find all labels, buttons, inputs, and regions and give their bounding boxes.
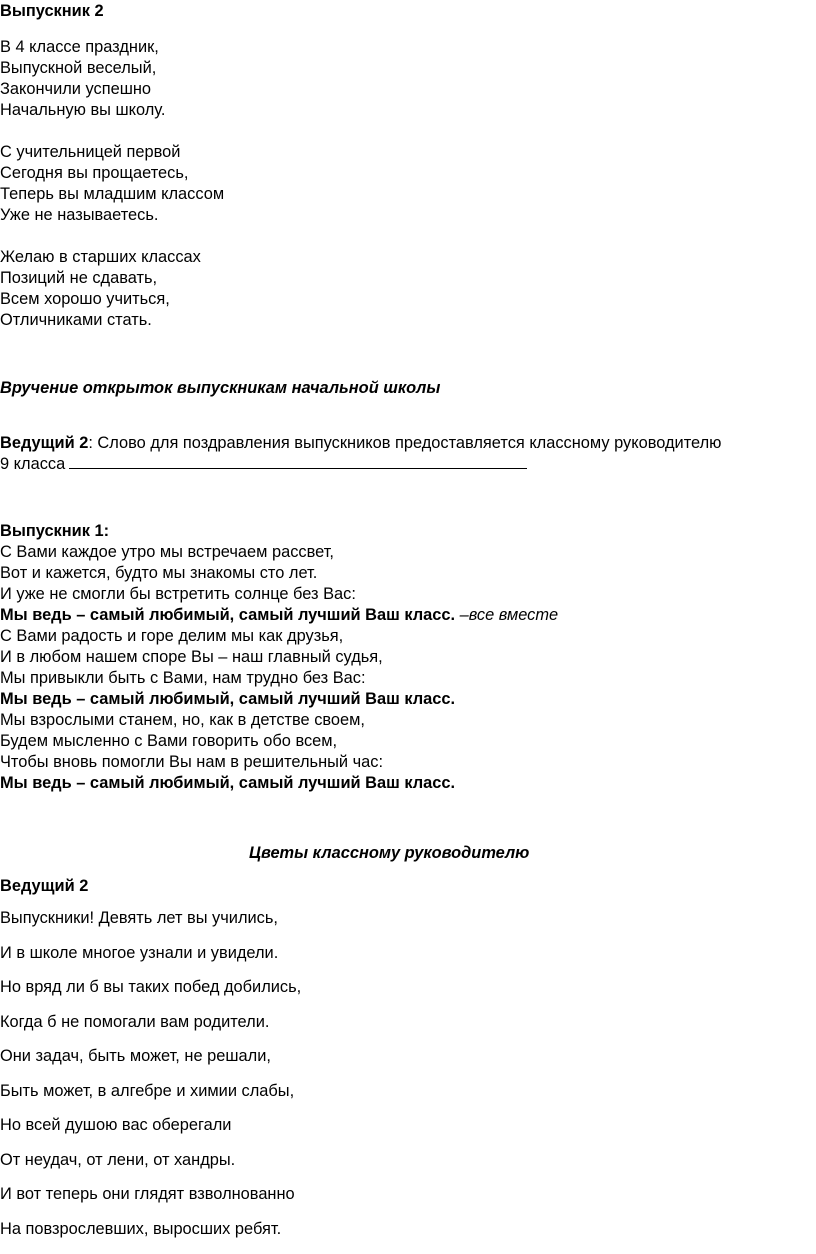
poem-line: На повзрослевших, выросших ребят. <box>0 1219 282 1238</box>
poem-line: Мы привыкли быть с Вами, нам трудно без Вас: <box>0 669 366 687</box>
poem-line: Быть может, в алгебре и химии слабы, <box>0 1081 295 1100</box>
poem-line: Но всей душою вас оберегали <box>0 1116 232 1134</box>
refrain-line: Мы ведь – самый любимый, самый лучший Ваш класс. <box>0 690 456 708</box>
poem-line: И уже не смогли бы встретить солнце без Вас: <box>0 585 356 603</box>
host2-poem <box>0 901 301 1246</box>
host-speaker: Ведущий 2 <box>0 434 89 452</box>
blank-underline <box>69 454 527 469</box>
postcards-heading-text: Вручение открыток выпускникам начальной школы <box>0 379 441 397</box>
refrain-line <box>0 605 558 626</box>
poem-line: Будем мысленно с Вами говорить обо всем, <box>0 732 338 750</box>
graduate1-block <box>0 521 558 794</box>
graduate2-stanza-3 <box>0 247 201 331</box>
poem-line: И в любом нашем споре Вы – наш главный судья, <box>0 648 383 666</box>
graduate1-heading: Выпускник 1: <box>0 522 110 540</box>
poem-line: Когда б не помогали вам родители. <box>0 1012 270 1031</box>
poem-line: И вот теперь они глядят взволнованно <box>0 1185 295 1203</box>
refrain-text: Мы ведь – самый любимый, самый лучший Ваш класс. <box>0 606 456 624</box>
poem-line: В 4 классе праздник, <box>0 38 159 56</box>
graduate2-heading-text: Выпускник 2 <box>0 2 104 20</box>
poem-line: С Вами каждое утро мы встречаем рассвет, <box>0 543 334 561</box>
graduate2-stanza-2 <box>0 142 224 226</box>
poem-line: От неудач, от лени, от хандры. <box>0 1150 236 1169</box>
host-speech-line-2 <box>0 454 721 475</box>
postcards-section-heading <box>0 378 440 399</box>
poem-line: Закончили успешно <box>0 80 152 98</box>
flowers-heading-text: Цветы классному руководителю <box>249 844 530 862</box>
poem-line: Мы взрослыми станем, но, как в детстве своем, <box>0 711 365 729</box>
flowers-section-heading <box>249 843 529 864</box>
graduate2-stanza-1 <box>0 37 165 121</box>
poem-line: Выпускники! Девять лет вы учились, <box>0 909 278 927</box>
poem-line: Позиций не сдавать, <box>0 269 158 287</box>
poem-line: Желаю в старших классах <box>0 248 201 266</box>
host-speech-line-1 <box>0 433 721 454</box>
poem-line: И в школе многое узнали и увидели. <box>0 943 279 962</box>
poem-line: Вот и кажется, будто мы знакомы сто лет. <box>0 564 318 582</box>
poem-line: Всем хорошо учиться, <box>0 290 170 308</box>
host-speech <box>0 433 721 475</box>
poem-line: Теперь вы младшим классом <box>0 185 225 203</box>
poem-line: Уже не называетесь. <box>0 206 159 224</box>
poem-line: Отличниками стать. <box>0 311 152 329</box>
poem-line: С Вами радость и горе делим мы как друзья, <box>0 627 344 645</box>
poem-line: Сегодня вы прощаетесь, <box>0 164 189 182</box>
host-speech-text: : Слово для поздравления выпускников предоставляется классному руководителю <box>88 434 722 452</box>
host2-speaker: Ведущий 2 <box>0 877 89 895</box>
poem-line: Выпускной веселый, <box>0 59 157 77</box>
poem-line: Чтобы вновь помогли Вы нам в решительный час: <box>0 753 384 771</box>
host2-speaker-heading <box>0 876 88 897</box>
refrain-note: –все вместе <box>459 606 559 624</box>
refrain-line: Мы ведь – самый любимый, самый лучший Ваш класс. <box>0 774 456 792</box>
host-speech-text-2: 9 класса <box>0 455 66 473</box>
poem-line: Они задач, быть может, не решали, <box>0 1047 271 1065</box>
poem-line: Но вряд ли б вы таких побед добились, <box>0 978 302 996</box>
graduate2-heading <box>0 1 104 22</box>
poem-line: С учительницей первой <box>0 143 181 161</box>
poem-line: Начальную вы школу. <box>0 101 166 119</box>
